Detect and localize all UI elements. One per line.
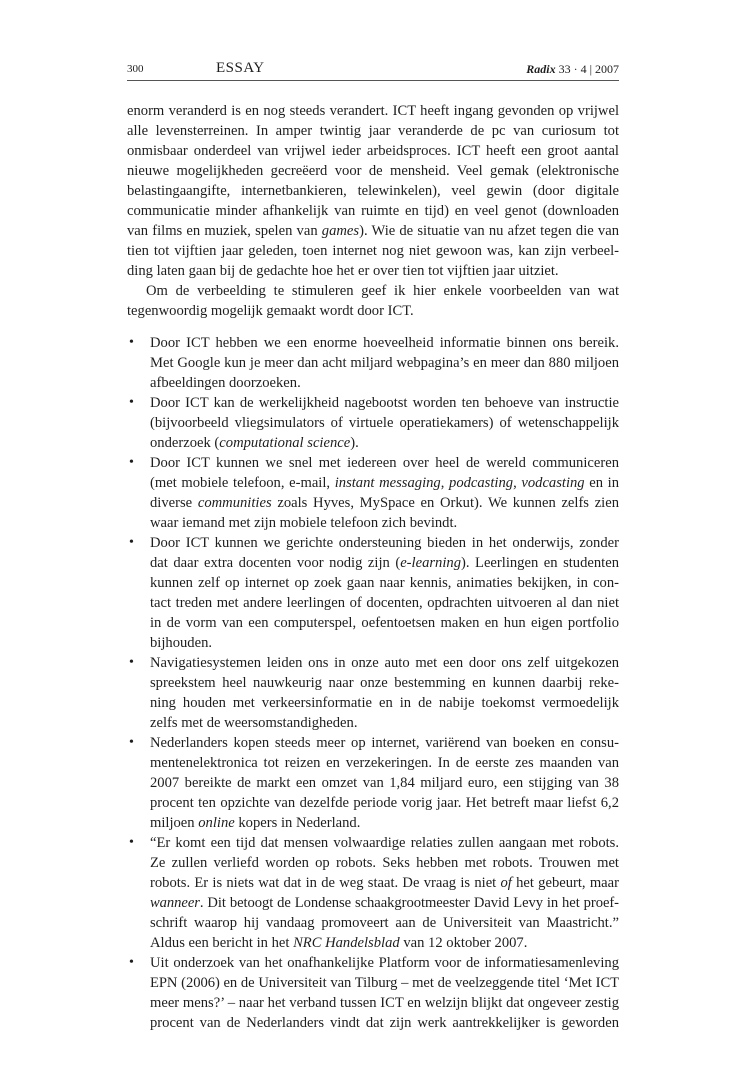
text-line <box>150 713 619 733</box>
text-line <box>150 493 619 513</box>
list-item <box>127 333 619 393</box>
text-line <box>150 873 619 893</box>
text-line <box>150 853 619 873</box>
journal-name: Radix <box>526 62 556 76</box>
list-item <box>127 533 619 653</box>
text-segment: onmisbaar onderdeel van vrijwel ieder arbeidsproces. ICT heeft een groot aantal <box>127 143 619 159</box>
text-line <box>150 453 619 473</box>
text-line <box>150 613 619 633</box>
text-segment: Aldus een bericht in het <box>150 935 294 951</box>
text-line <box>150 473 619 493</box>
list-item <box>127 733 619 833</box>
text-segment: Nederlanders kopen steeds meer op internet, variërend van boeken en consu- <box>150 735 619 751</box>
text-segment: communicatie minder afhankelijk van ruimte en tijd) en veel genot (downloaden <box>127 203 619 219</box>
text-line <box>127 201 619 221</box>
text-segment: het gebeurt, maar <box>511 875 619 891</box>
text-segment: dat daar extra docenten voor nodig zijn ( <box>150 555 401 571</box>
list-item <box>127 953 619 1033</box>
text-segment: Met Google kun je meer dan acht miljard webpagina’s en meer dan 880 miljoen <box>150 355 619 371</box>
text-segment: diverse <box>150 495 198 511</box>
italic-text: communities <box>197 495 272 511</box>
text-segment: procent van de Nederlanders vindt dat zijn werk aantrekkelijker is geworden <box>150 1015 619 1031</box>
text-line <box>150 533 619 553</box>
text-segment: miljoen <box>150 815 199 831</box>
italic-text: instant messaging <box>334 475 441 491</box>
text-line <box>150 673 619 693</box>
text-line <box>150 1013 619 1033</box>
italic-text: e-learning <box>400 555 461 571</box>
text-segment: kopers in Nederland. <box>234 815 361 831</box>
italic-text: online <box>198 815 235 831</box>
text-segment: Om de verbeelding te stimuleren geef ik hier enkele voorbeelden van wat <box>146 283 619 299</box>
text-segment: bijhouden. <box>150 635 213 651</box>
italic-text: games <box>321 223 360 239</box>
italic-text: computational science <box>219 435 351 451</box>
text-segment: (met mobiele telefoon, e-mail, <box>150 475 335 491</box>
bullet-icon: • <box>129 835 134 850</box>
text-line <box>127 241 619 261</box>
text-line <box>150 933 619 953</box>
running-header <box>127 60 619 81</box>
text-segment: Door ICT kan de werkelijkheid nagebootst worden ten behoeve van instructie <box>150 395 619 411</box>
bullet-icon: • <box>129 735 134 750</box>
paragraph <box>127 281 619 321</box>
text-segment: belastingaangifte, internetbankieren, telewinkelen), veel gewin (door digitale <box>127 183 619 199</box>
text-segment: procent ten opzichte van dezelfde periode vorig jaar. Het betreft maar liefst 6,2 <box>150 795 619 811</box>
section-title: ESSAY <box>216 60 265 76</box>
text-segment: ). Leerlingen en studenten <box>461 555 619 571</box>
text-segment: en in <box>584 475 620 491</box>
italic-text: wanneer <box>150 895 200 911</box>
text-line <box>150 373 619 393</box>
text-line <box>150 593 619 613</box>
list-item <box>127 653 619 733</box>
text-line <box>150 693 619 713</box>
text-segment: van films en muziek, spelen van <box>127 223 322 239</box>
italic-text: of <box>500 875 512 891</box>
text-line <box>150 353 619 373</box>
text-line <box>150 833 619 853</box>
text-segment: onderzoek ( <box>150 435 220 451</box>
text-segment: ). Wie de situatie van nu afzet tegen die van <box>359 223 619 239</box>
article-body <box>127 101 619 1033</box>
text-line <box>150 753 619 773</box>
text-line <box>150 633 619 653</box>
text-line <box>127 181 619 201</box>
italic-text: vodcasting <box>521 475 585 491</box>
text-line <box>150 333 619 353</box>
text-segment: tien tot vijftien jaar geleden, toen internet nog niet gewoon was, kan zijn verbeel- <box>127 243 619 259</box>
text-line <box>150 393 619 413</box>
text-segment: tegenwoordig mogelijk gemaakt wordt door ICT. <box>127 303 414 319</box>
text-line <box>127 261 619 281</box>
text-line <box>127 101 619 121</box>
text-segment: Navigatiesystemen leiden ons in onze auto met een door ons zelf uitgekozen <box>150 655 619 671</box>
text-segment: van 12 oktober 2007. <box>399 935 528 951</box>
journal-info <box>526 62 619 77</box>
text-line <box>150 993 619 1013</box>
text-segment: afbeeldingen doorzoeken. <box>150 375 301 391</box>
bullet-icon: • <box>129 455 134 470</box>
text-segment: Ze zullen verliefd worden op robots. Seks hebben met robots. Trouwen met <box>150 855 619 871</box>
text-segment: tact treden met andere leerlingen of docenten, opdrachten uitvoeren al dan niet <box>150 595 619 611</box>
text-segment: robots. Er is niets wat dat in de weg staat. De vraag is niet <box>150 875 501 891</box>
text-line <box>150 653 619 673</box>
text-segment: in de vorm van een computerspel, oefentoetsen maken en hun eigen portfolio <box>150 615 619 631</box>
italic-text: NRC Handelsblad <box>293 935 400 951</box>
text-segment: spreekstem heel nauwkeurig naar onze bestemming en kunnen daarbij reke- <box>150 675 619 691</box>
list-item <box>127 453 619 533</box>
text-line <box>150 893 619 913</box>
text-segment: “Er komt een tijd dat mensen volwaardige relaties zullen aangaan met robots. <box>150 835 619 851</box>
list-item <box>127 833 619 953</box>
text-segment: , <box>440 475 450 491</box>
text-line <box>150 733 619 753</box>
text-line <box>150 913 619 933</box>
journal-issue: 33 · 4 | 2007 <box>558 62 619 76</box>
text-line <box>150 953 619 973</box>
bullet-icon: • <box>129 395 134 410</box>
text-segment: 2007 bereikte de markt een omzet van 1,84 miljard euro, een stijging van 38 <box>150 775 619 791</box>
text-segment: . Dit betoogt de Londense schaakgrootmeester David Levy in het proef- <box>199 895 619 911</box>
text-segment: Door ICT hebben we een enorme hoeveelheid informatie binnen ons bereik. <box>150 335 619 351</box>
text-segment: kunnen zelf op internet op zoek gaan naar kennis, animaties bekijken, in con- <box>150 575 619 591</box>
text-segment: Door ICT kunnen we snel met iedereen over heel de wereld communiceren <box>150 455 619 471</box>
text-segment: mentenelektronica tot reizen en verzekeringen. In de eerste zes maanden van <box>150 755 619 771</box>
bullet-icon: • <box>129 655 134 670</box>
text-line <box>127 161 619 181</box>
text-segment: zelfs met de weersomstandigheden. <box>150 715 358 731</box>
text-segment: zoals Hyves, MySpace en Orkut). We kunnen zelfs zien <box>271 495 620 511</box>
text-line <box>150 793 619 813</box>
text-segment: alle levensterreinen. In amper twintig jaar veranderde de pc van curiosum tot <box>127 123 619 139</box>
text-segment: (bijvoorbeeld vliegsimulators of virtuele operatiekamers) of wetenschappelijk <box>150 415 619 431</box>
text-line <box>127 121 619 141</box>
text-segment: enorm veranderd is en nog steeds verandert. ICT heeft ingang gevonden op vrijwel <box>127 103 619 119</box>
text-segment: waar iemand met zijn mobiele telefoon zich bevindt. <box>150 515 458 531</box>
text-line <box>150 413 619 433</box>
examples-list <box>127 333 619 1033</box>
bullet-icon: • <box>129 535 134 550</box>
text-segment: nieuwe mogelijkheden gecreëerd voor de mensheid. Veel gemak (elektronische <box>127 163 619 179</box>
intro-text <box>127 101 619 321</box>
italic-text: podcasting <box>449 475 514 491</box>
text-line <box>150 433 619 453</box>
paragraph <box>127 101 619 281</box>
list-item <box>127 393 619 453</box>
text-line <box>150 553 619 573</box>
text-segment: schrift waarop hij vandaag promoveert aan de Universiteit van Maastricht.” <box>150 915 619 931</box>
text-segment: meer mens?’ – naar het verband tussen ICT en welzijn blijkt dat ongeveer zestig <box>150 995 619 1011</box>
text-segment: EPN (2006) en de Universiteit van Tilburg – met de veelzeggende titel ‘Met ICT <box>150 975 619 991</box>
text-segment: ding laten gaan bij de gedachte hoe het er over tien tot vijftien jaar uitziet. <box>127 263 559 279</box>
text-line <box>150 773 619 793</box>
text-line <box>150 573 619 593</box>
bullet-icon: • <box>129 955 134 970</box>
text-line <box>127 141 619 161</box>
page-number: 300 <box>127 63 144 75</box>
text-segment: Uit onderzoek van het onafhankelijke Platform voor de informatiesamenleving <box>150 955 619 971</box>
bullet-icon: • <box>129 335 134 350</box>
text-line <box>127 221 619 241</box>
text-segment: Door ICT kunnen we gerichte ondersteuning bieden in het onderwijs, zonder <box>150 535 619 551</box>
text-segment: , <box>513 475 522 491</box>
text-line <box>127 301 619 321</box>
text-segment: ning houden met verkeersinformatie en in de nabije toekomst vermoedelijk <box>150 695 619 711</box>
text-line <box>127 281 619 301</box>
text-line <box>150 513 619 533</box>
text-segment: ). <box>350 435 359 451</box>
text-line <box>150 973 619 993</box>
text-line <box>150 813 619 833</box>
